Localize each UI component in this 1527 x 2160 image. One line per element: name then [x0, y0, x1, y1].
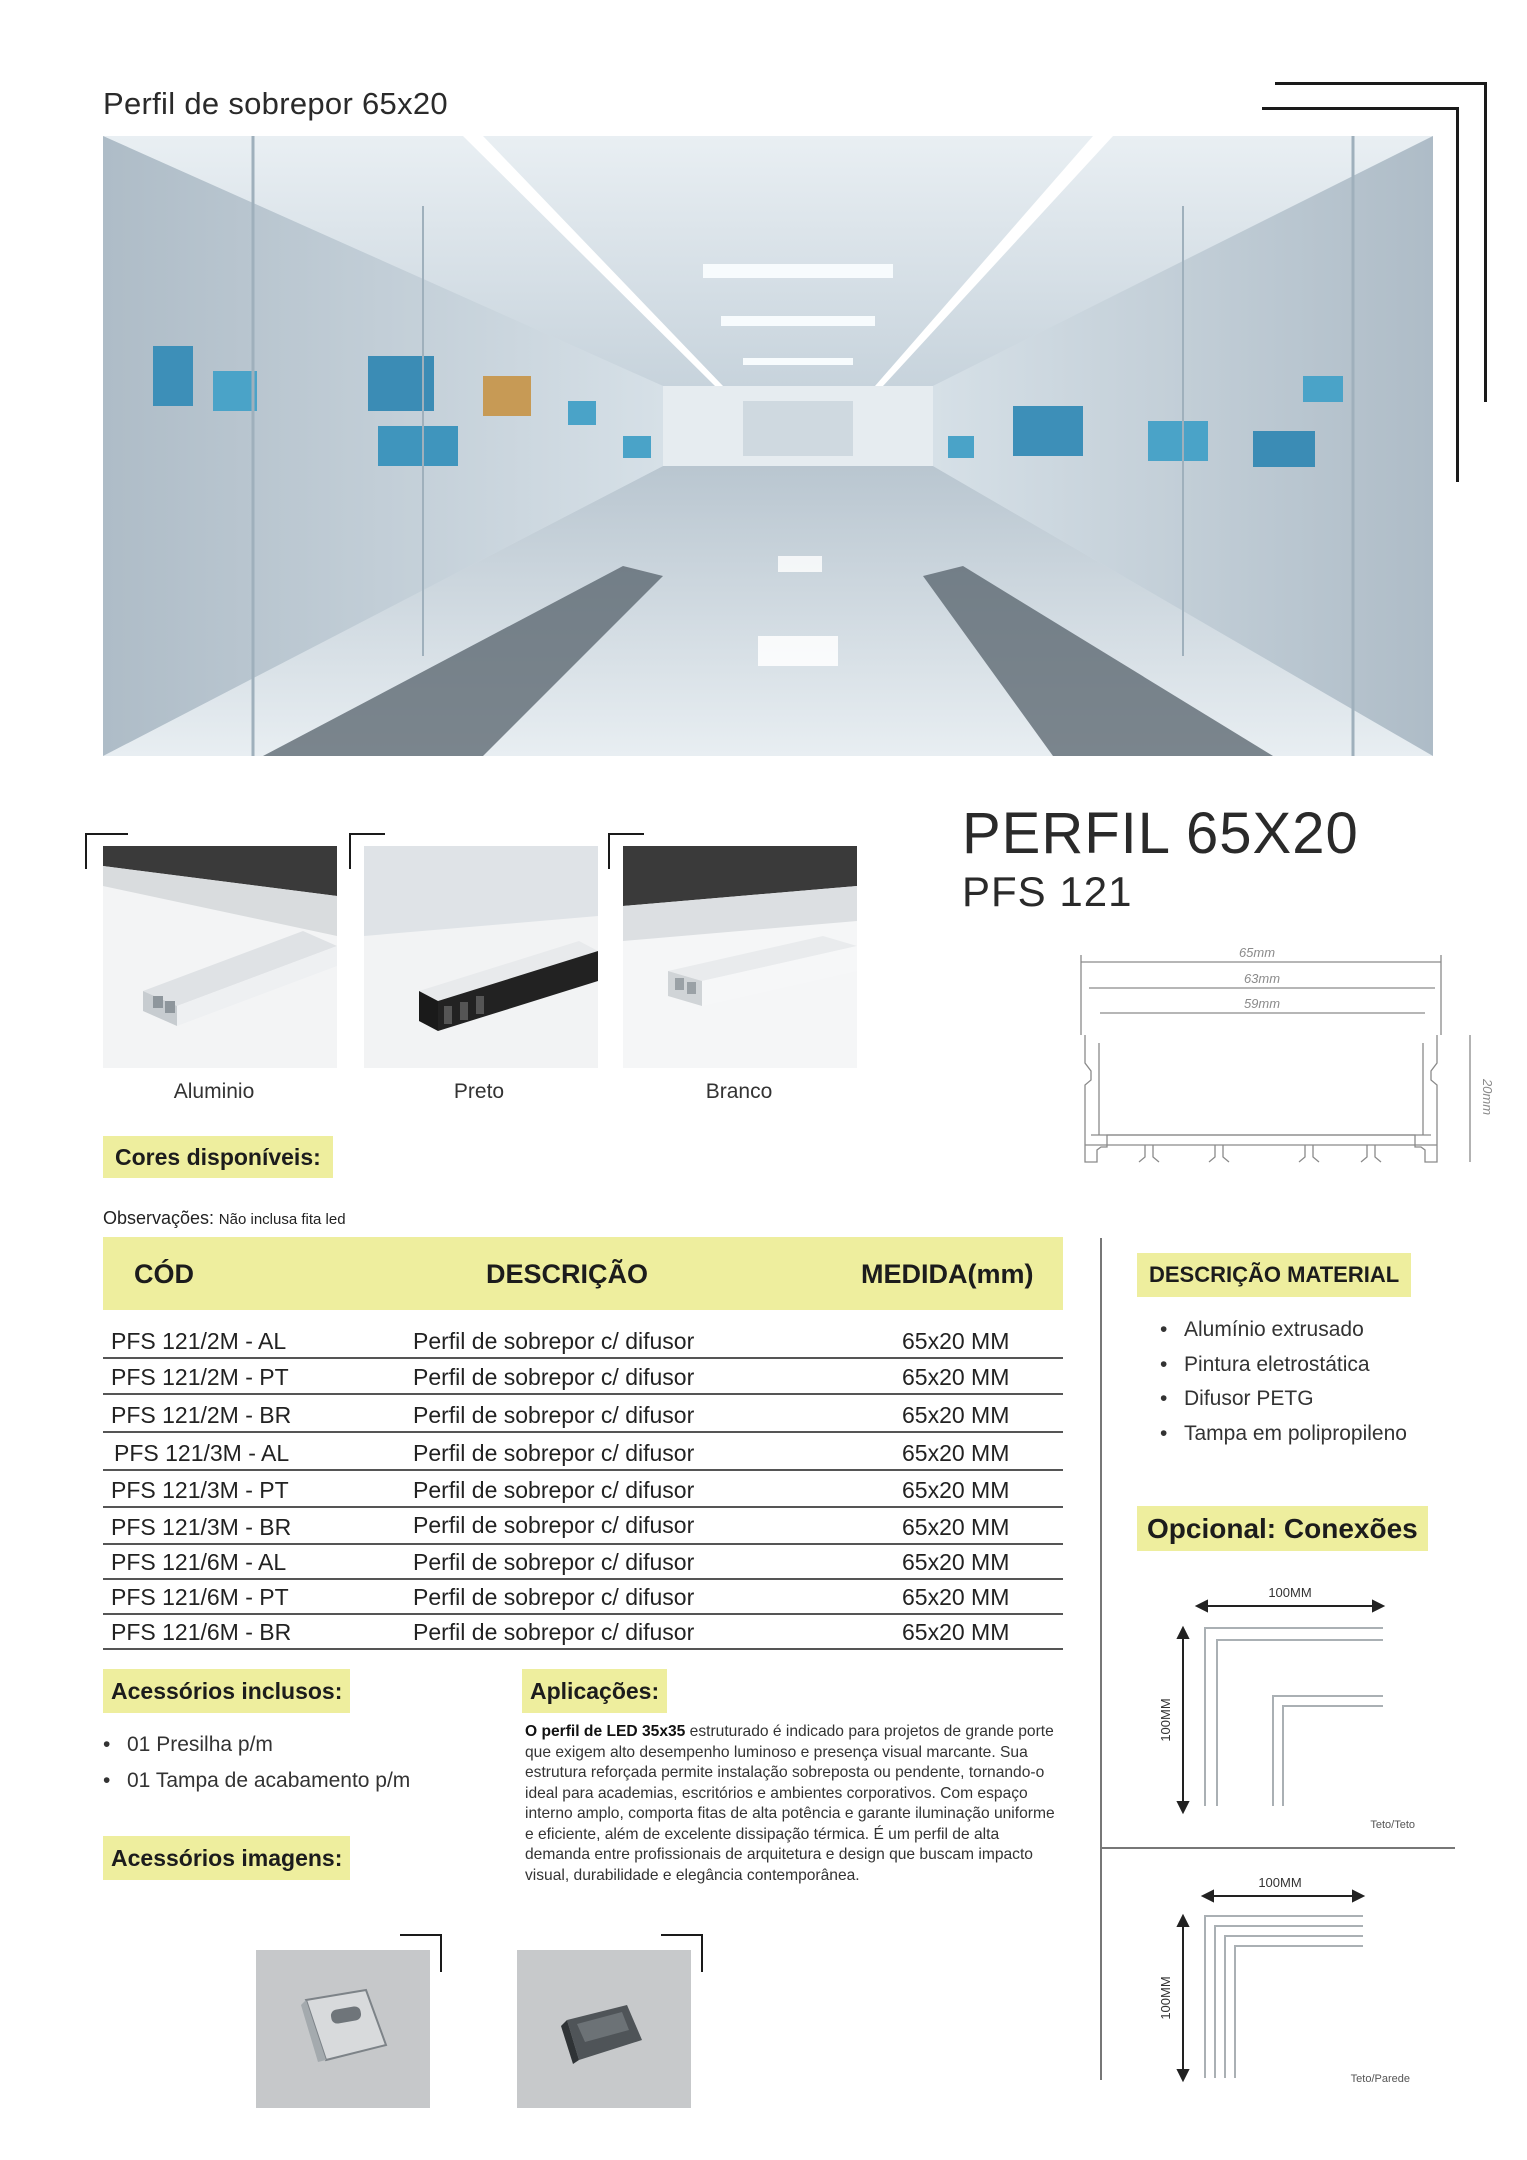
accessory-clip-image — [256, 1950, 430, 2108]
row-measure: 65x20 MM — [902, 1402, 1010, 1428]
table-row — [103, 1615, 1063, 1650]
row-measure: 65x20 MM — [902, 1328, 1010, 1354]
row-code: PFS 121/3M - PT — [111, 1477, 289, 1503]
swatch-preto-label: Preto — [453, 1080, 505, 1103]
colors-tag: Cores disponíveis: — [103, 1136, 333, 1178]
table-row — [103, 1545, 1063, 1580]
product-code: PFS 121 — [962, 868, 1133, 915]
column-divider — [1100, 1238, 1102, 2080]
row-measure: 65x20 MM — [902, 1477, 1010, 1503]
connection-teto-parede-drawing — [1155, 1866, 1455, 2096]
swatch-branco-image — [623, 846, 857, 1068]
accessories-images-tag: Acessórios imagens: — [103, 1836, 350, 1880]
observations — [103, 1208, 346, 1229]
connection-height-label: 100MM — [1158, 1976, 1173, 2020]
list-item: • Pintura eletrostática — [1160, 1348, 1407, 1383]
row-measure: 65x20 MM — [902, 1514, 1010, 1540]
product-table-header — [103, 1237, 1063, 1310]
row-description: Perfil de sobrepor c/ difusor — [413, 1512, 695, 1538]
drawing-dim-inner: 59mm — [1243, 996, 1281, 1011]
drawing-dim-mid: 63mm — [1243, 971, 1281, 986]
drawing-dim-height: 20mm — [1480, 1078, 1495, 1116]
swatch-branco-label: Branco — [705, 1080, 773, 1103]
swatch-aluminio-image — [103, 846, 337, 1068]
observations-text: Não inclusa fita led — [218, 1211, 346, 1228]
accessories-tag: Acessórios inclusos: — [103, 1669, 350, 1713]
profile-technical-drawing — [1075, 935, 1495, 1175]
table-row — [103, 1580, 1063, 1615]
list-item: • 01 Presilha p/m — [103, 1727, 410, 1763]
accessories-list — [103, 1727, 410, 1799]
header-description: DESCRIÇÃO — [486, 1259, 649, 1289]
applications-tag: Aplicações: — [522, 1669, 667, 1713]
applications-lead: O perfil de LED 35x35 — [525, 1723, 686, 1740]
product-title: PERFIL 65X20 — [962, 801, 1359, 866]
list-item: • Difusor PETG — [1160, 1382, 1407, 1417]
row-measure: 65x20 MM — [902, 1549, 1010, 1575]
table-row — [103, 1471, 1063, 1508]
connection-width-label: 100MM — [1268, 1585, 1312, 1600]
row-code: PFS 121/3M - AL — [114, 1440, 290, 1466]
accessory-endcap-image — [517, 1950, 691, 2108]
connection-height-label: 100MM — [1158, 1698, 1173, 1742]
list-item: • Alumínio extrusado — [1160, 1313, 1407, 1348]
applications-body: estruturado é indicado para projetos de grande porte que exigem alto desempenho luminoso e presença visual marcante. Sua estrutura reforçada permite instalação sobreposta ou pendente, tornando-o ideal para academias, escritórios e ambientes corporativos. Com espaço interno amplo, comporta fitas de alta potência e garante iluminação uniforme e eficiente, além de excelente dissipação térmica. É um perfil de alta demanda entre profissionais de arquitetura e design que buscam impacto visual, durabilidade e elegância contemporânea. — [525, 1723, 1055, 1884]
row-code: PFS 121/6M - BR — [111, 1619, 292, 1645]
row-description: Perfil de sobrepor c/ difusor — [413, 1328, 695, 1354]
observations-label: Observações: — [103, 1208, 215, 1228]
table-row — [103, 1508, 1063, 1545]
row-description: Perfil de sobrepor c/ difusor — [413, 1364, 695, 1390]
row-description: Perfil de sobrepor c/ difusor — [413, 1619, 695, 1645]
material-list — [1160, 1313, 1407, 1451]
row-code: PFS 121/6M - PT — [111, 1584, 289, 1610]
hero-image-lab-corridor — [103, 136, 1433, 756]
row-description: Perfil de sobrepor c/ difusor — [413, 1549, 695, 1575]
material-tag: DESCRIÇÃO MATERIAL — [1137, 1253, 1411, 1297]
row-description: Perfil de sobrepor c/ difusor — [413, 1440, 695, 1466]
row-code: PFS 121/2M - PT — [111, 1364, 289, 1390]
row-description: Perfil de sobrepor c/ difusor — [413, 1584, 695, 1610]
table-row — [103, 1395, 1063, 1433]
applications-text — [525, 1722, 1065, 1886]
drawing-dim-outer: 65mm — [1238, 945, 1276, 960]
table-row — [103, 1433, 1063, 1471]
row-description: Perfil de sobrepor c/ difusor — [413, 1477, 695, 1503]
header-measure: MEDIDA(mm) — [861, 1259, 1034, 1289]
row-measure: 65x20 MM — [902, 1584, 1010, 1610]
optional-connections-tag: Opcional: Conexões — [1137, 1506, 1428, 1551]
row-measure: 65x20 MM — [902, 1619, 1010, 1645]
swatch-aluminio-label: Aluminio — [173, 1080, 255, 1103]
table-row — [103, 1359, 1063, 1395]
connections-divider — [1100, 1847, 1455, 1849]
row-measure: 65x20 MM — [902, 1440, 1010, 1466]
row-measure: 65x20 MM — [902, 1364, 1010, 1390]
connection-name: Teto/Parede — [1350, 2073, 1410, 2085]
page-title: Perfil de sobrepor 65x20 — [103, 86, 448, 121]
header-code: CÓD — [134, 1259, 194, 1289]
table-row — [103, 1320, 1063, 1359]
row-code: PFS 121/2M - AL — [111, 1328, 287, 1354]
connection-name: Teto/Teto — [1370, 1819, 1415, 1831]
list-item: • Tampa em polipropileno — [1160, 1417, 1407, 1452]
swatch-preto-image — [364, 846, 598, 1068]
row-code: PFS 121/3M - BR — [111, 1514, 292, 1540]
connection-teto-teto-drawing — [1155, 1580, 1455, 1840]
row-description: Perfil de sobrepor c/ difusor — [413, 1402, 695, 1428]
row-code: PFS 121/2M - BR — [111, 1402, 292, 1428]
list-item: • 01 Tampa de acabamento p/m — [103, 1763, 410, 1799]
connection-width-label: 100MM — [1258, 1875, 1302, 1890]
row-code: PFS 121/6M - AL — [111, 1549, 287, 1575]
